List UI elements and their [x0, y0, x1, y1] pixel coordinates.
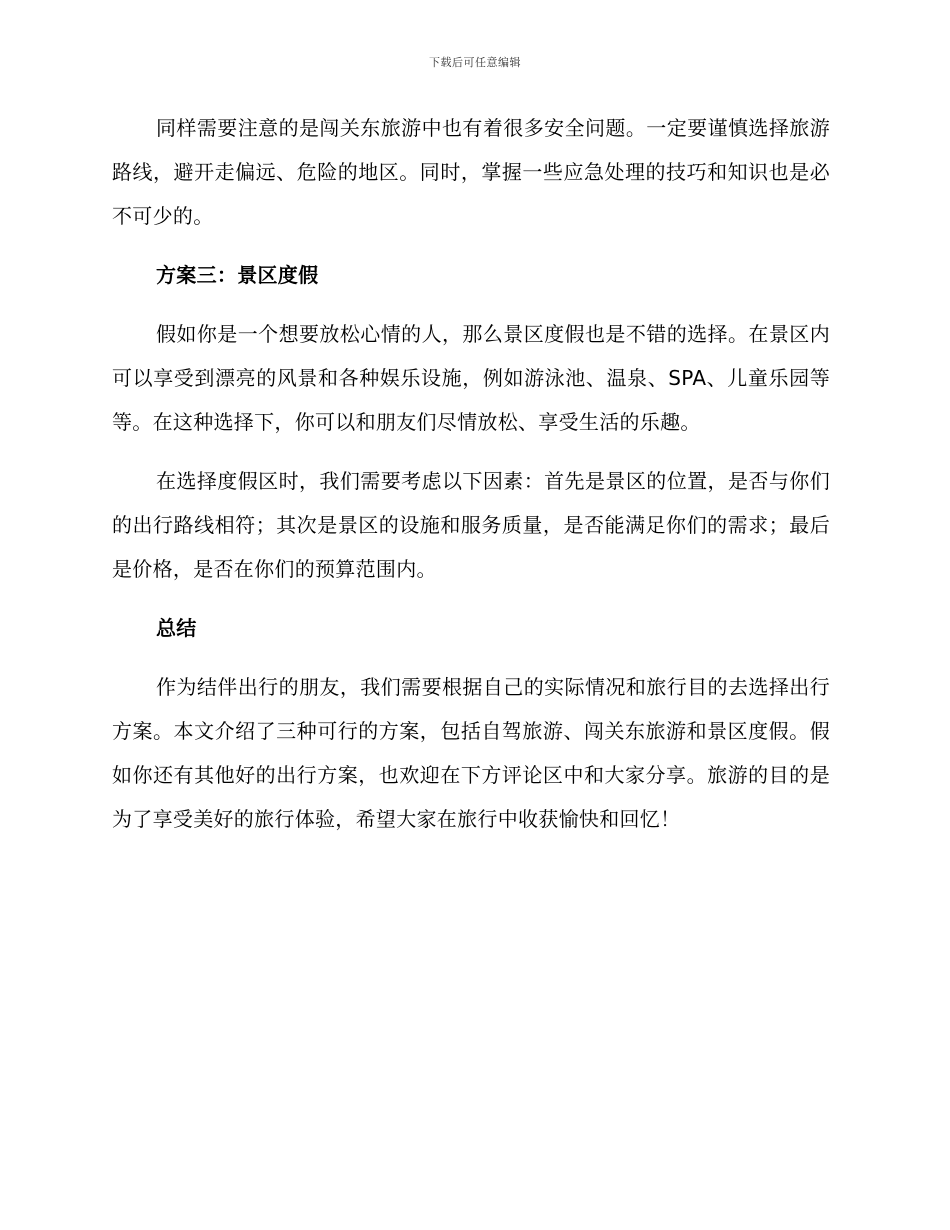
- heading-summary: 总结: [156, 616, 197, 640]
- page-header: 下载后可任意编辑: [429, 56, 521, 69]
- paragraph-resort-intro: 假如你是一个想要放松心情的人，那么景区度假也是不错的选择。在景区内可以享受到漂亮的风景和各种娱乐设施，例如游泳池、温泉、SPA、儿童乐园等等。在这种选择下，你可以和朋友们尽情放松、享受生活的乐趣。: [112, 322, 830, 434]
- heading-plan-three: 方案三：景区度假: [156, 263, 319, 287]
- paragraph-summary: 作为结伴出行的朋友，我们需要根据自己的实际情况和旅行目的去选择出行方案。本文介绍了三种可行的方案，包括自驾旅游、闯关东旅游和景区度假。假如你还有其他好的出行方案，也欢迎在下方评论区中和大家分享。旅游的目的是为了享受美好的旅行体验，希望大家在旅行中收获愉快和回忆！: [112, 675, 830, 831]
- paragraph-safety: 同样需要注意的是闯关东旅游中也有着很多安全问题。一定要谨慎选择旅游路线，避开走偏远、危险的地区。同时，掌握一些应急处理的技巧和知识也是必不可少的。: [112, 116, 830, 228]
- paragraph-resort-factors: 在选择度假区时，我们需要考虑以下因素：首先是景区的位置，是否与你们的出行路线相符；其次是景区的设施和服务质量，是否能满足你们的需求；最后是价格，是否在你们的预算范围内。: [112, 469, 830, 581]
- document-body: [112, 106, 830, 856]
